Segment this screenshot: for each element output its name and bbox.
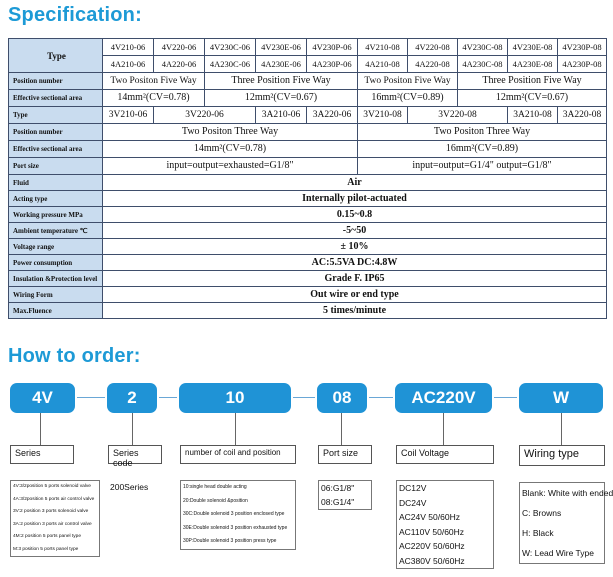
position-cell: Two Positon Five Way — [103, 73, 205, 90]
coil-title: number of coil and position — [185, 448, 281, 457]
spec-row — [9, 239, 607, 255]
row-label: Wiring Form — [9, 287, 103, 303]
code-pill-voltage: AC220V — [395, 383, 492, 413]
row-value: Air — [103, 175, 607, 191]
model-cell: 4V230C-06 — [205, 39, 256, 56]
model-cell: 4V210-06 — [103, 39, 154, 56]
series-code-box — [108, 445, 162, 468]
row-label: Fluid — [9, 175, 103, 191]
model-cell: 3A220-06 — [307, 107, 358, 124]
list-item: 06:G1/8" — [321, 483, 355, 493]
specification-title: Specification: — [8, 4, 142, 26]
row-value: -5~50 — [103, 223, 607, 239]
spec-row — [9, 207, 607, 223]
row-value: Out wire or end type — [103, 287, 607, 303]
position-label: Position number — [9, 73, 103, 90]
list-item: 30P:Double solenoid 3 position press type — [183, 538, 277, 544]
code-pill-port: 08 — [317, 383, 367, 413]
series-code-value-box — [108, 480, 160, 494]
model-cell: 4A220-06 — [154, 56, 205, 73]
specification-table — [8, 38, 607, 319]
model-cell: 4A230P-06 — [307, 56, 358, 73]
area2-label: Effective sectional area — [9, 141, 103, 158]
list-item: 4A:3/2position 5 ports air control valve — [13, 496, 95, 502]
type-row-top — [9, 39, 607, 56]
model-cell: 4V220-06 — [154, 39, 205, 56]
model-cell: 4V210-08 — [358, 39, 408, 56]
voltage-list — [396, 480, 494, 569]
code-pill-wiring: W — [519, 383, 603, 413]
row-label: Power consumption — [9, 255, 103, 271]
row-label: Insulation &Protection level — [9, 271, 103, 287]
series-code-value: 200Series — [110, 482, 149, 492]
row-label: Max.Fluence — [9, 303, 103, 319]
position2-row — [9, 124, 607, 141]
area-cell: 14mm²(CV=0.78) — [103, 141, 358, 158]
position-cell: Three Position Five Way — [205, 73, 358, 90]
area2-row — [9, 141, 607, 158]
connector-line — [40, 413, 41, 445]
coil-box — [180, 445, 296, 464]
how-to-order-title: How to order: — [8, 345, 141, 367]
model-cell: 3A210-06 — [256, 107, 307, 124]
spec-row — [9, 271, 607, 287]
area-cell: 14mm²(CV=0.78) — [103, 90, 205, 107]
type-label: Type — [9, 39, 103, 73]
series-box — [10, 445, 74, 464]
list-item: 30E:Double solenoid 3 position exhausted type — [183, 524, 288, 531]
spec-row — [9, 223, 607, 239]
row-label: Ambient temperature ℃ — [9, 223, 103, 239]
spec-row — [9, 191, 607, 207]
code-pill-series: 4V — [10, 383, 75, 413]
series-title: Series — [15, 448, 41, 458]
coil-list — [180, 480, 296, 550]
connector-line — [341, 413, 342, 445]
list-item: AC380V 50/60Hz — [399, 555, 465, 566]
model-cell: 4A220-08 — [408, 56, 458, 73]
area-cell: 12mm²(CV=0.67) — [205, 90, 358, 107]
model-cell: 4V220-08 — [408, 39, 458, 56]
model-cell: 3V220-08 — [408, 107, 508, 124]
spec-row — [9, 175, 607, 191]
dash-line — [159, 397, 177, 398]
row-value: 5 times/minute — [103, 303, 607, 319]
list-item: AC24V 50/60Hz — [399, 512, 460, 522]
connector-line — [561, 413, 562, 445]
list-item: 3V:2 position 3 ports solenoid valve — [13, 509, 89, 514]
list-item: H: Black — [522, 528, 554, 538]
model-cell: 3A210-08 — [508, 107, 558, 124]
row-label: Working pressure MPa — [9, 207, 103, 223]
list-item: AC110V 50/60Hz — [399, 526, 465, 537]
list-item: M:3 position 5 ports panel type — [13, 546, 79, 552]
position-cell: Two Positon Three Way — [103, 124, 358, 141]
model-cell: 4A230C-08 — [458, 56, 508, 73]
model-cell: 3V210-08 — [358, 107, 408, 124]
row-label: Voltage range — [9, 239, 103, 255]
area-cell: 16mm²(CV=0.89) — [358, 90, 458, 107]
list-item: Blank: White with ended — [522, 488, 613, 498]
area-cell: 12mm²(CV=0.67) — [458, 90, 607, 107]
model-cell: 4V230P-06 — [307, 39, 358, 56]
area-label: Effective sectional area — [9, 90, 103, 107]
spec-row — [9, 255, 607, 271]
model-cell: 3V220-06 — [154, 107, 256, 124]
model-cell: 4A230P-08 — [558, 56, 607, 73]
dash-line — [77, 397, 105, 398]
series-list — [10, 480, 100, 557]
connector-line — [235, 413, 236, 445]
model-cell: 4A230E-08 — [508, 56, 558, 73]
model-cell: 4V230E-06 — [256, 39, 307, 56]
connector-line — [443, 413, 444, 445]
port-title: Port size — [323, 448, 359, 458]
port-list — [318, 480, 372, 510]
wiring-list — [519, 482, 613, 564]
model-cell: 4A210-08 — [358, 56, 408, 73]
row-label: Acting type — [9, 191, 103, 207]
area-row — [9, 90, 607, 107]
list-item: 08:G1/4" — [321, 497, 355, 507]
position-cell: Two Positon Three Way — [358, 124, 607, 141]
list-item: 30C:Double solenoid 3 position enclosed type — [183, 511, 285, 517]
model-cell: 4V230C-08 — [458, 39, 508, 56]
code-pill-series-code: 2 — [107, 383, 157, 413]
list-item: 4V:3/2position 5 ports solenoid valve — [13, 484, 91, 489]
list-item: W: Lead Wire Type — [522, 548, 594, 558]
spec-row — [9, 287, 607, 303]
model-cell: 4V230E-08 — [508, 39, 558, 56]
row-value: ± 10% — [103, 239, 607, 255]
dash-line — [293, 397, 315, 398]
port-row — [9, 158, 607, 175]
type2-label: Type — [9, 107, 103, 124]
dash-line — [494, 397, 517, 398]
voltage-title: Coil Voltage — [401, 448, 450, 458]
list-item: 4M:2 position 5 ports panel type — [13, 534, 81, 539]
list-item: 10:single head double acting — [183, 484, 247, 490]
list-item: DC24V — [399, 497, 427, 508]
row-value: Internally pilot-actuated — [103, 191, 607, 207]
connector-line — [132, 413, 133, 445]
model-cell: 4A230C-06 — [205, 56, 256, 73]
list-item: C: Browns — [522, 508, 562, 518]
voltage-box — [396, 445, 494, 464]
position-cell: Three Position Five Way — [458, 73, 607, 90]
position2-label: Position number — [9, 124, 103, 141]
dash-line — [369, 397, 393, 398]
row-value: Grade F. IP65 — [103, 271, 607, 287]
port-cell: input=output=exhausted=G1/8" — [103, 158, 358, 175]
port-cell: input=output=G1/4" output=G1/8" — [358, 158, 607, 175]
port-label: Port size — [9, 158, 103, 175]
type2-row — [9, 107, 607, 124]
wiring-box — [519, 445, 605, 466]
model-cell: 3V210-06 — [103, 107, 154, 124]
list-item: 3A:2 position 3 ports air control valve — [13, 521, 92, 527]
model-cell: 3A220-08 — [558, 107, 607, 124]
model-cell: 4A230E-06 — [256, 56, 307, 73]
row-value: AC:5.5VA DC:4.8W — [103, 255, 607, 271]
wiring-title: Wiring type — [524, 448, 580, 460]
row-value: 0.15~0.8 — [103, 207, 607, 223]
port-box — [318, 445, 372, 464]
list-item: AC220V 50/60Hz — [399, 541, 465, 551]
position-row — [9, 73, 607, 90]
model-cell: 4V230P-08 — [558, 39, 607, 56]
list-item: 20:Double solenoid &position — [183, 497, 248, 504]
list-item: DC12V — [399, 483, 427, 493]
model-cell: 4A210-06 — [103, 56, 154, 73]
position-cell: Two Positon Five Way — [358, 73, 458, 90]
series-code-title: Series code — [113, 448, 139, 468]
spec-row — [9, 303, 607, 319]
area-cell: 16mm²(CV=0.89) — [358, 141, 607, 158]
code-pill-coil: 10 — [179, 383, 291, 413]
